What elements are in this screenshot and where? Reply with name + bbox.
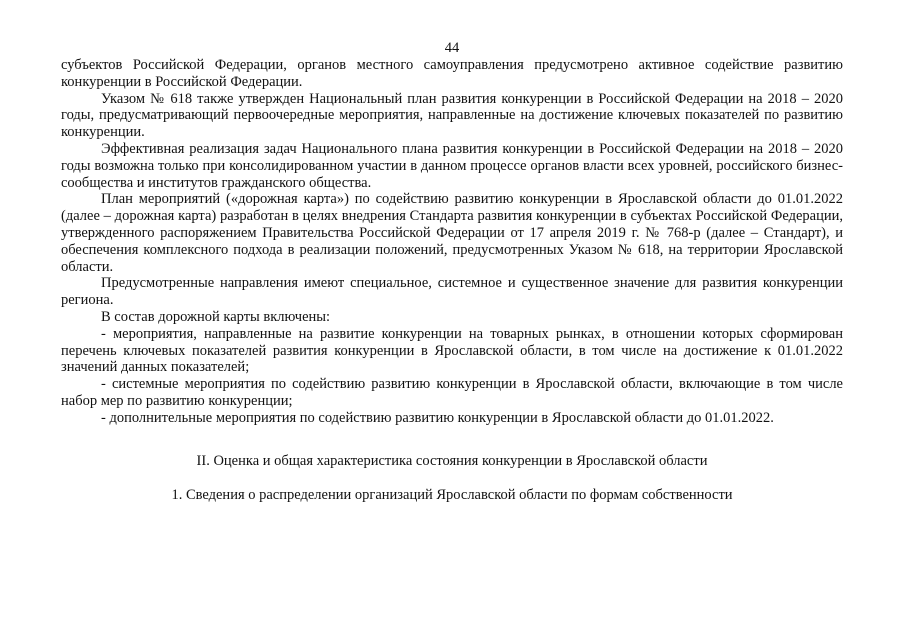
paragraph-continuation: субъектов Российской Федерации, органов местного самоуправления предусмотрено активное содействие развитию конкуренции в Российской Федерации. (61, 57, 843, 90)
page-number: 44 (444, 40, 460, 56)
paragraph-roadmap: План мероприятий («дорожная карта») по содействию развитию конкуренции в Ярославской области до 01.01.2022 (далее – дорожная карта) разработан в целях внедрения Стандарта развития конкуренции в субъектах Российской Федерации, утвержденного распоряжением Правительства Российской Федерации от 17 апреля 2019 г. № 768-р (далее – Стандарт), и обеспечения комплексного подхода в реализации положений, предусмотренных Указом № 618, на территории Ярославской области. (61, 191, 843, 275)
paragraph-national-plan: Указом № 618 также утвержден Национальный план развития конкуренции в Российской Федерации на 2018 – 2020 годы, предусматривающий первоочередные мероприятия, направленные на достижение ключевых показателей по развитию конкуренции. (61, 90, 843, 141)
body-text (61, 57, 843, 427)
list-item-systemic-measures: - системные мероприятия по содействию развитию конкуренции в Ярославской области, включающие в том числе набор мер по развитию конкуренции; (61, 376, 843, 409)
section-heading: II. Оценка и общая характеристика состояния конкуренции в Ярославской области (196, 453, 708, 469)
paragraph-directions: Предусмотренные направления имеют специальное, системное и существенное значение для развития конкуренции региона. (61, 275, 843, 309)
subsection-heading: 1. Сведения о распределении организаций Ярославской области по формам собственности (171, 487, 733, 503)
list-item-market-measures: - мероприятия, направленные на развитие конкуренции на товарных рынках, в отношении которых сформирован перечень ключевых показателей развития конкуренции в Ярославской области, в том числе на достижение к 01.01.2022 значений данных показателей; (61, 325, 843, 376)
paragraph-roadmap-contents: В состав дорожной карты включены: (101, 308, 331, 325)
paragraph-effective-implementation: Эффективная реализация задач Национального плана развития конкуренции в Российской Федерации на 2018 – 2020 годы возможна только при консолидированном участии в данном процессе органов власти всех уровней, российского бизнес-сообщества и институтов гражданского общества. (61, 140, 843, 191)
list-item-additional-measures: - дополнительные мероприятия по содействию развитию конкуренции в Ярославской области до 01.01.2022. (101, 409, 774, 426)
